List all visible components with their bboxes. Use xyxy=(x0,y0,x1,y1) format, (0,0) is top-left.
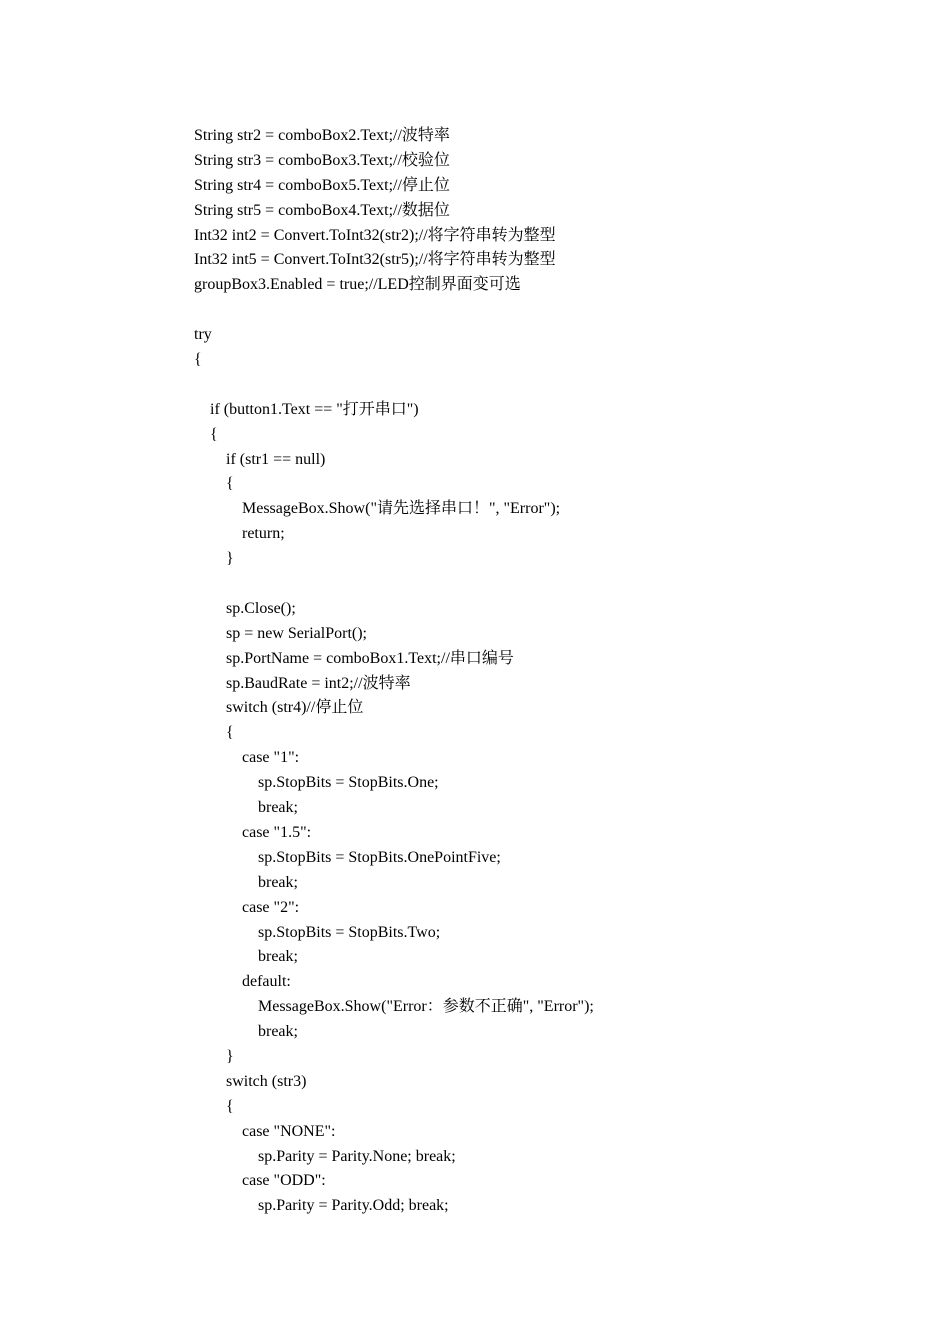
code-line: sp.StopBits = StopBits.Two; xyxy=(194,923,441,941)
code-line: sp.Parity = Parity.Odd; break; xyxy=(194,1197,449,1215)
code-line: case "1.5": xyxy=(194,823,312,841)
code-line: break; xyxy=(194,873,298,891)
code-line: switch (str4)//停止位 xyxy=(194,699,364,717)
code-line: { xyxy=(194,475,234,493)
code-line: break; xyxy=(194,948,298,966)
code-line: groupBox3.Enabled = true;//LED控制界面变可选 xyxy=(194,276,521,294)
code-line: String str3 = comboBox3.Text;//校验位 xyxy=(194,151,450,169)
blank-line xyxy=(194,373,894,398)
code-line: return; xyxy=(194,525,285,543)
code-line: sp.StopBits = StopBits.OnePointFive; xyxy=(194,848,501,866)
code-line: break; xyxy=(194,799,298,817)
blank-line xyxy=(194,572,894,597)
code-line: String str5 = comboBox4.Text;//数据位 xyxy=(194,201,450,219)
code-line: } xyxy=(194,1047,234,1065)
code-line: sp.BaudRate = int2;//波特率 xyxy=(194,674,411,692)
code-line: break; xyxy=(194,1023,298,1041)
code-line: if (button1.Text == "打开串口") xyxy=(194,400,419,418)
code-line: { xyxy=(194,1097,234,1115)
code-line: Int32 int5 = Convert.ToInt32(str5);//将字符串转为整型 xyxy=(194,251,556,269)
code-line: MessageBox.Show("Error：参数不正确", "Error"); xyxy=(194,998,594,1016)
code-line: case "1": xyxy=(194,749,300,767)
code-line: try xyxy=(194,326,212,344)
code-line: { xyxy=(194,425,218,443)
code-line: sp.Parity = Parity.None; break; xyxy=(194,1147,456,1165)
code-line: sp.Close(); xyxy=(194,599,296,617)
code-line: case "2": xyxy=(194,898,300,916)
code-line: if (str1 == null) xyxy=(194,450,326,468)
code-line: default: xyxy=(194,973,291,991)
code-line: Int32 int2 = Convert.ToInt32(str2);//将字符串转为整型 xyxy=(194,226,556,244)
code-line: String str2 = comboBox2.Text;//波特率 xyxy=(194,127,450,144)
code-line: switch (str3) xyxy=(194,1072,307,1090)
code-line: sp.PortName = comboBox1.Text;//串口编号 xyxy=(194,649,514,667)
code-line: { xyxy=(194,351,202,369)
code-line: String str4 = comboBox5.Text;//停止位 xyxy=(194,176,450,194)
code-line: { xyxy=(194,724,234,742)
code-line: MessageBox.Show("请先选择串口！", "Error"); xyxy=(194,500,561,518)
code-line: case "ODD": xyxy=(194,1172,326,1190)
code-line: case "NONE": xyxy=(194,1122,336,1140)
code-line: sp = new SerialPort(); xyxy=(194,624,367,642)
code-block xyxy=(194,124,894,1219)
code-line: } xyxy=(194,550,234,568)
blank-line xyxy=(194,298,894,323)
code-line: sp.StopBits = StopBits.One; xyxy=(194,774,439,792)
